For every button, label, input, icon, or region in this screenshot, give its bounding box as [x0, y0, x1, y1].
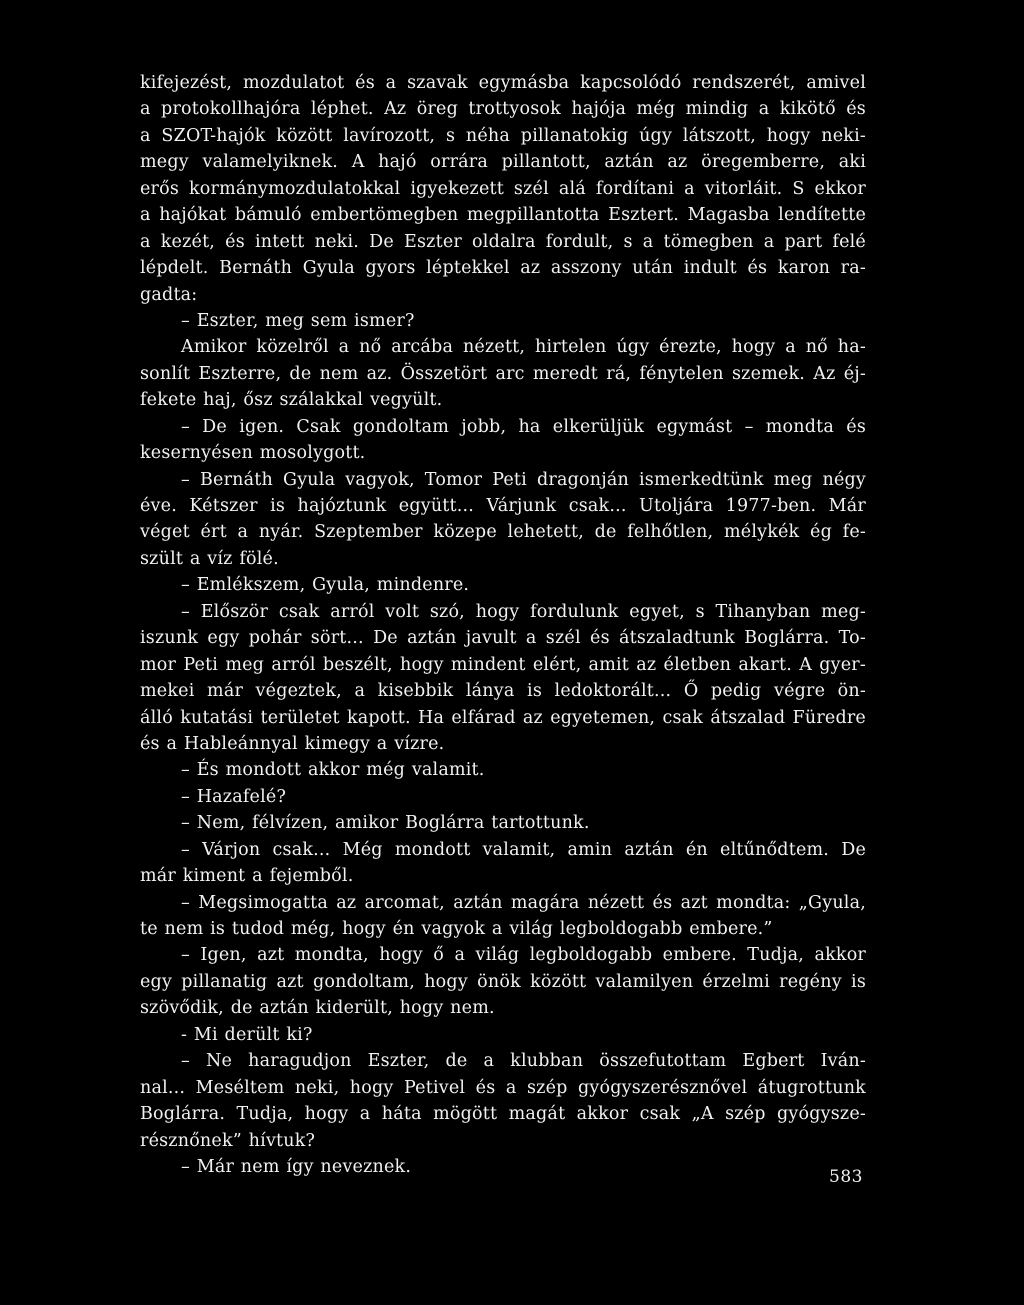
text-line: a protokollhajóra léphet. Az öreg trottyosok hajója még mindig a kikötő és [140, 99, 866, 120]
text-line: kesernyésen mosolygott. [140, 443, 366, 464]
text-line: gadta: [140, 284, 198, 305]
text-line: – És mondott akkor még valamit. [181, 760, 485, 781]
text-line: erős kormánymozdulatokkal igyekezett szél alá fordítani a vitorláit. S ekkor [140, 178, 866, 199]
text-line: – Eszter, meg sem ismer? [181, 310, 415, 331]
text-line: nal... Meséltem neki, hogy Petivel és a szép gyógyszerésznővel átugrottunk [140, 1077, 866, 1098]
page-number: 583 [829, 1167, 863, 1187]
text-line: már kiment a fejemből. [140, 866, 354, 887]
text-line: megy valamelyiknek. A hajó orrára pillantott, aztán az öregemberre, aki [140, 152, 866, 173]
text-line: kifejezést, mozdulatot és a szavak egymásba kapcsolódó rendszerét, amivel [140, 73, 866, 93]
text-line: – Emlékszem, Gyula, mindenre. [181, 575, 470, 596]
text-line: és a Hableánnyal kimegy a vízre. [140, 733, 445, 754]
text-line: – Bernáth Gyula vagyok, Tomor Peti dragonján ismerkedtünk meg négy [181, 469, 866, 490]
text-line: – Hazafelé? [181, 786, 287, 807]
text-line: a kezét, és intett neki. De Eszter oldalra fordult, s a tömegben a part felé [140, 231, 866, 252]
text-line: - Mi derült ki? [181, 1024, 313, 1045]
text-line: – Igen, azt mondta, hogy ő a világ legboldogabb embere. Tudja, akkor [181, 945, 866, 966]
text-line: résznőnek” hívtuk? [140, 1130, 316, 1151]
body-text [140, 70, 866, 1180]
text-line: a hajókat bámuló embertömegben megpillantotta Esztert. Magasba lendítette [140, 205, 866, 226]
text-line: mekei már végeztek, a kisebbik lánya is ledoktorált... Ő pedig végre ön- [140, 681, 866, 702]
text-line: a SZOT-hajók között lavírozott, s néha pillanatokig úgy látszott, hogy neki- [140, 125, 866, 146]
text-line: – Ne haragudjon Eszter, de a klubban összefutottam Egbert Iván- [181, 1051, 866, 1072]
text-line: álló kutatási területet kapott. Ha elfárad az egyetemen, csak átszalad Füredre [140, 707, 866, 728]
text-line: mor Peti meg arról beszélt, hogy mindent elért, amit az életben akart. A gyer- [140, 654, 866, 675]
text-line: szült a víz fölé. [140, 548, 279, 569]
text-line: Boglárra. Tudja, hogy a háta mögött magát akkor csak „A szép gyógysze- [140, 1104, 866, 1125]
text-line: – Nem, félvízen, amikor Boglárra tartottunk. [181, 813, 590, 834]
text-line: szövődik, de aztán kiderült, hogy nem. [140, 998, 495, 1019]
text-line: – Először csak arról volt szó, hogy fordulunk egyet, s Tihanyban meg- [181, 601, 866, 622]
text-line: fekete haj, ősz szálakkal vegyült. [140, 390, 443, 411]
text-line: sonlít Eszterre, de nem az. Összetört arc meredt rá, fénytelen szemek. Az éj- [140, 363, 866, 384]
text-line: te nem is tudod még, hogy én vagyok a világ legboldogabb embere.” [140, 919, 773, 939]
text-line: lépdelt. Bernáth Gyula gyors léptekkel az asszony után indult és karon ra- [140, 258, 866, 279]
text-line: éve. Kétszer is hajóztunk együtt... Várjunk csak... Utoljára 1977-ben. Már [140, 496, 866, 516]
text-line: – Már nem így neveznek. [181, 1156, 412, 1177]
text-line: – Megsimogatta az arcomat, aztán magára nézett és azt mondta: „Gyula, [181, 892, 866, 913]
text-line: – Várjon csak... Még mondott valamit, amin aztán én eltűnődtem. De [181, 839, 866, 860]
text-line: egy pillanatig azt gondoltam, hogy önök között valamilyen érzelmi regény is [140, 971, 866, 992]
text-line: iszunk egy pohár sört... De aztán javult a szél és átszaladtunk Boglárra. To- [140, 628, 866, 649]
text-line: véget ért a nyár. Szeptember közepe lehetett, de felhőtlen, mélykék ég fe- [140, 522, 866, 543]
text-line: Amikor közelről a nő arcába nézett, hirtelen úgy érezte, hogy a nő ha- [181, 337, 866, 358]
text-line: – De igen. Csak gondoltam jobb, ha elkerüljük egymást – mondta és [181, 416, 866, 437]
